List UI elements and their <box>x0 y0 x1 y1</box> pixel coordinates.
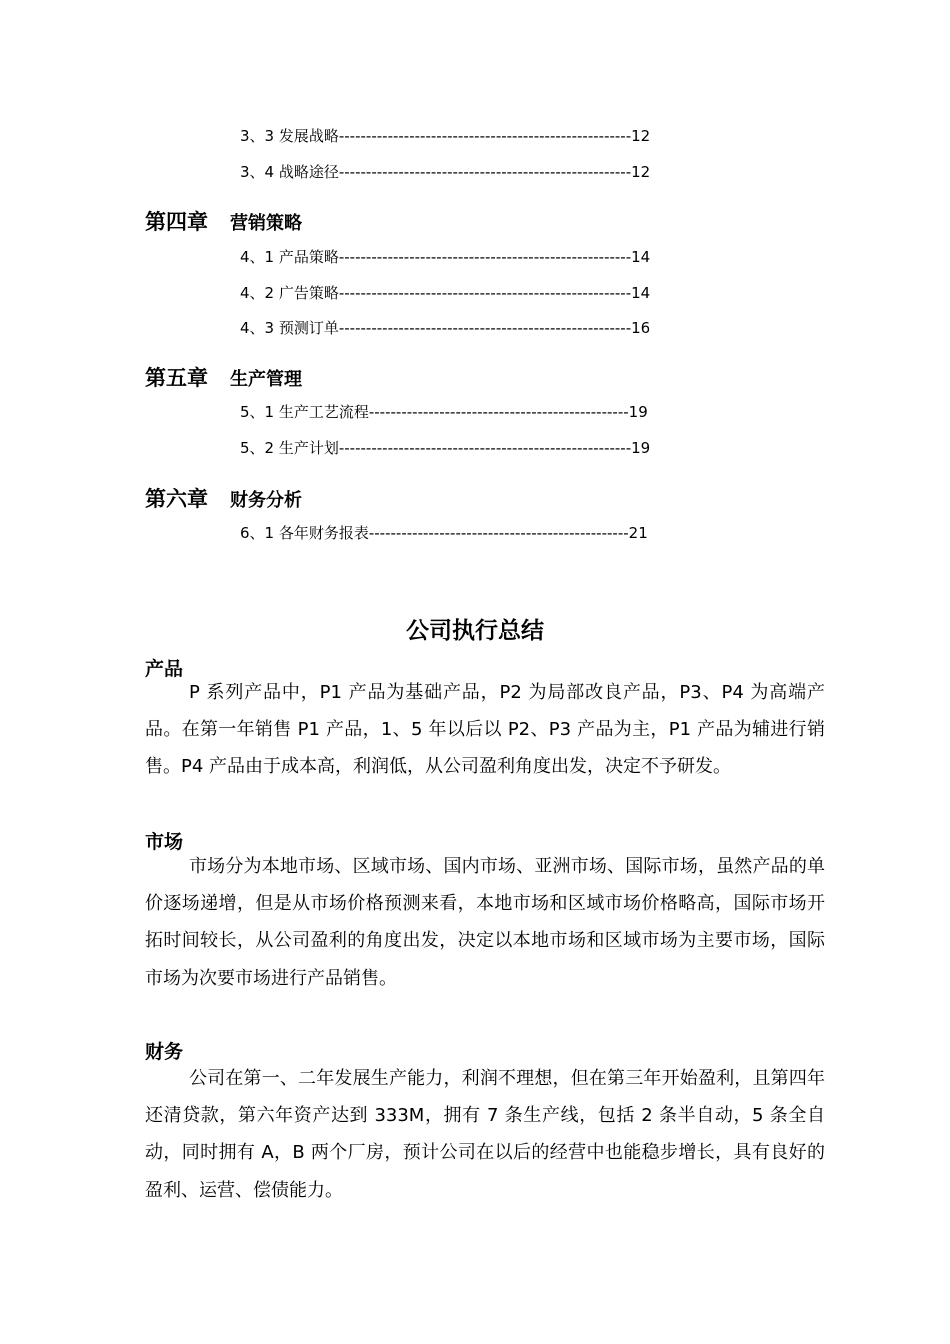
chapter-6-heading <box>145 483 302 513</box>
summary-title: 公司执行总结 <box>406 618 544 644</box>
market-paragraph: 市场分为本地市场、区域市场、国内市场、亚洲市场、国际市场，虽然产品的单价逐场递增，但是从市场价格预测来看，本地市场和区域市场价格略高，国际市场开拓时间较长，从公司盈利的角度出发，决定以本地市场和区域市场为主要市场，国际市场为次要市场进行产品销售。 <box>145 856 825 989</box>
finance-paragraph: 公司在第一、二年发展生产能力，利润不理想，但在第三年开始盈利，且第四年还清贷款，第六年资产达到 333M，拥有 7 条生产线，包括 2 条半自动，5 条全自动，同时拥有 A，B 两个厂房，预计公司在以后的经营中也能稳步增长，具有良好的盈利、运营、偿债能力。 <box>145 1068 825 1201</box>
chapter-5-name: 生产管理 <box>230 369 302 390</box>
toc-entry-5-2[interactable]: 5、2 生产计划------------------------------------------------------19 <box>240 439 651 457</box>
chapter-5-number: 第五章 <box>145 366 208 390</box>
chapter-4-name: 营销策略 <box>230 213 302 234</box>
toc-entry-4-1[interactable]: 4、1 产品策略------------------------------------------------------14 <box>240 248 651 266</box>
toc-entry-3-4[interactable]: 3、4 战略途径------------------------------------------------------12 <box>240 163 651 181</box>
chapter-4-heading <box>145 206 302 236</box>
section-heading-product: 产品 <box>145 658 184 680</box>
product-paragraph: P 系列产品中，P1 产品为基础产品，P2 为局部改良产品，P3、P4 为高端产品。在第一年销售 P1 产品，1、5 年以后以 P2、P3 产品为主，P1 产品为辅进行销售。P4 产品由于成本高，利润低，从公司盈利角度出发，决定不予研发。 <box>145 682 825 778</box>
chapter-4-number: 第四章 <box>145 210 208 234</box>
toc-entry-4-3[interactable]: 4、3 预测订单------------------------------------------------------16 <box>240 319 651 337</box>
toc-entry-4-2[interactable]: 4、2 广告策略------------------------------------------------------14 <box>240 284 651 302</box>
toc-entry-6-1[interactable]: 6、1 各年财务报表------------------------------------------------21 <box>240 524 648 542</box>
toc-entry-5-1[interactable]: 5、1 生产工艺流程------------------------------------------------19 <box>240 403 648 421</box>
chapter-5-heading <box>145 362 302 392</box>
chapter-6-name: 财务分析 <box>230 490 302 511</box>
section-heading-market: 市场 <box>145 831 184 853</box>
section-heading-finance: 财务 <box>145 1041 184 1063</box>
toc-entry-3-3[interactable]: 3、3 发展战略------------------------------------------------------12 <box>240 127 651 145</box>
chapter-6-number: 第六章 <box>145 487 208 511</box>
